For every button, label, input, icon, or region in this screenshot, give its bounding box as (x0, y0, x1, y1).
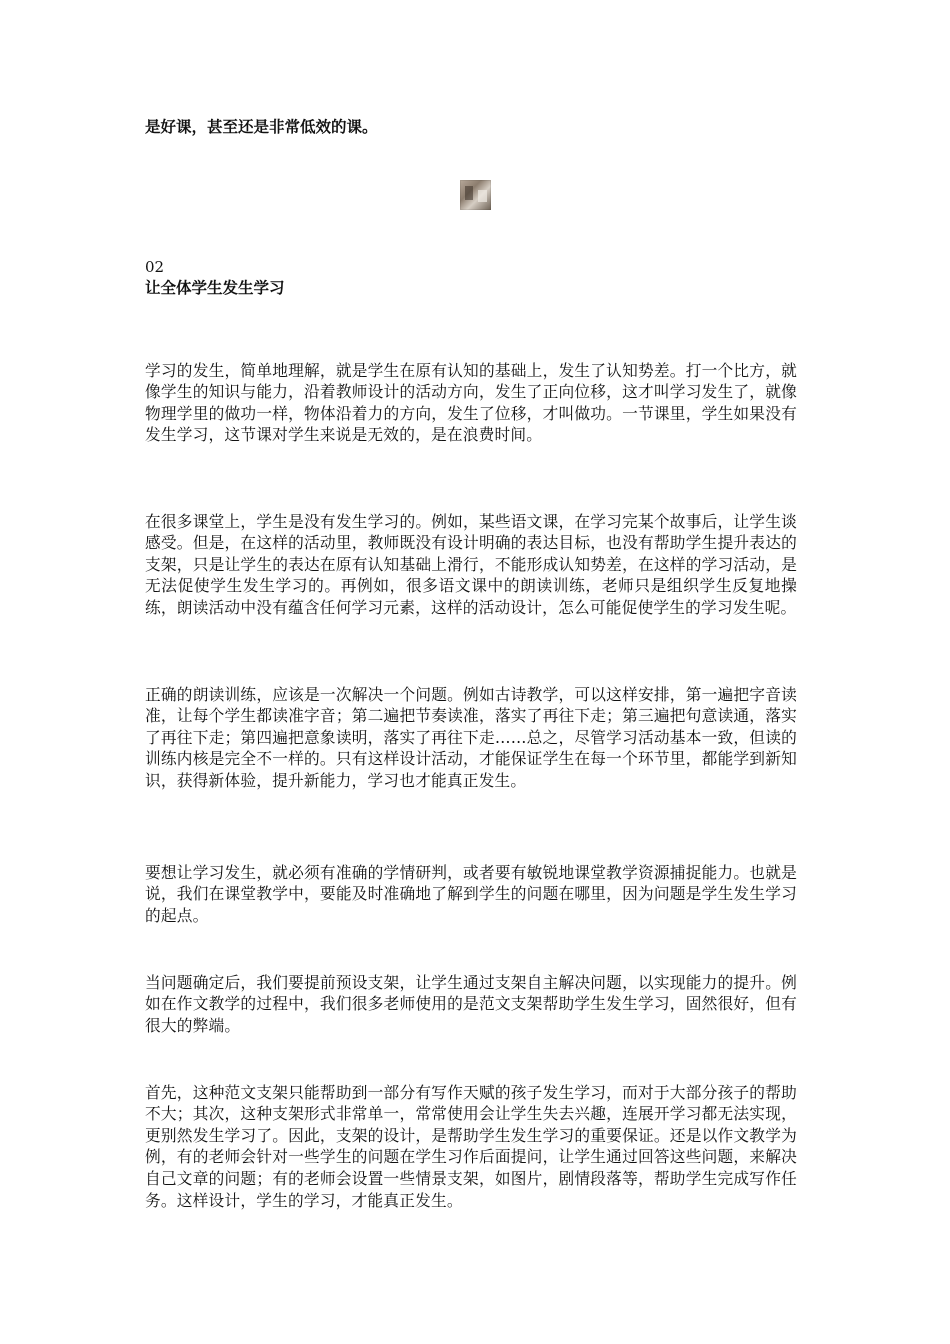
lead-sentence: 是好课，甚至还是非常低效的课。 (145, 118, 378, 136)
photo-thumbnail-icon (460, 180, 491, 210)
paragraph-6: 首先，这种范文支架只能帮助到一部分有写作天赋的孩子发生学习，而对于大部分孩子的帮助不大；其次，这种支架形式非常单一，常常使用会让学生失去兴趣，连展开学习都无法实现，更别然发生学习了。因此，支架的设计，是帮助学生发生学习的重要保证。还是以作文教学为例，有的老师会针对一些学生的问题在学生习作后面提问，让学生通过回答这些问题，来解决自己文章的问题；有的老师会设置一些情景支架，如图片，剧情段落等，帮助学生完成写作任务。这样设计，学生的学习，才能真正发生。 (145, 1082, 797, 1210)
paragraph-3: 正确的朗读训练，应该是一次解决一个问题。例如古诗教学，可以这样安排，第一遍把字音读准，让每个学生都读准字音；第二遍把节奏读准，落实了再往下走；第三遍把句意读通，落实了再往下走；第四遍把意象读明，落实了再往下走……总之，尽管学习活动基本一致，但读的训练内核是完全不一样的。只有这样设计活动，才能保证学生在每一个环节里，都能学到新知识，获得新体验，提升新能力，学习也才能真正发生。 (145, 684, 797, 791)
paragraph-5: 当问题确定后，我们要提前预设支架，让学生通过支架自主解决问题，以实现能力的提升。例如在作文教学的过程中，我们很多老师使用的是范文支架帮助学生发生学习，固然很好，但有很大的弊端。 (145, 972, 797, 1035)
paragraph-4: 要想让学习发生，就必须有准确的学情研判，或者要有敏锐地课堂教学资源捕捉能力。也就是说，我们在课堂教学中，要能及时准确地了解到学生的问题在哪里，因为问题是学生发生学习的起点。 (145, 862, 797, 925)
section-title: 让全体学生发生学习 (145, 279, 285, 297)
section-number: 02 (145, 258, 165, 276)
paragraph-1: 学习的发生，简单地理解，就是学生在原有认知的基础上，发生了认知势差。打一个比方，就像学生的知识与能力，沿着教师设计的活动方向，发生了正向位移，这才叫学习发生了，就像物理学里的做功一样，物体沿着力的方向，发生了位移，才叫做功。一节课里，学生如果没有发生学习，这节课对学生来说是无效的，是在浪费时间。 (145, 360, 797, 445)
paragraph-2: 在很多课堂上，学生是没有发生学习的。例如，某些语文课，在学习完某个故事后，让学生谈感受。但是，在这样的活动里，教师既没有设计明确的表达目标，也没有帮助学生提升表达的支架，只是让学生的表达在原有认知基础上滑行，不能形成认知势差，在这样的学习活动，是无法促使学生发生学习的。再例如，很多语文课中的朗读训练，老师只是组织学生反复地操练，朗读活动中没有蕴含任何学习元素，这样的活动设计，怎么可能促使学生的学习发生呢。 (145, 511, 797, 618)
